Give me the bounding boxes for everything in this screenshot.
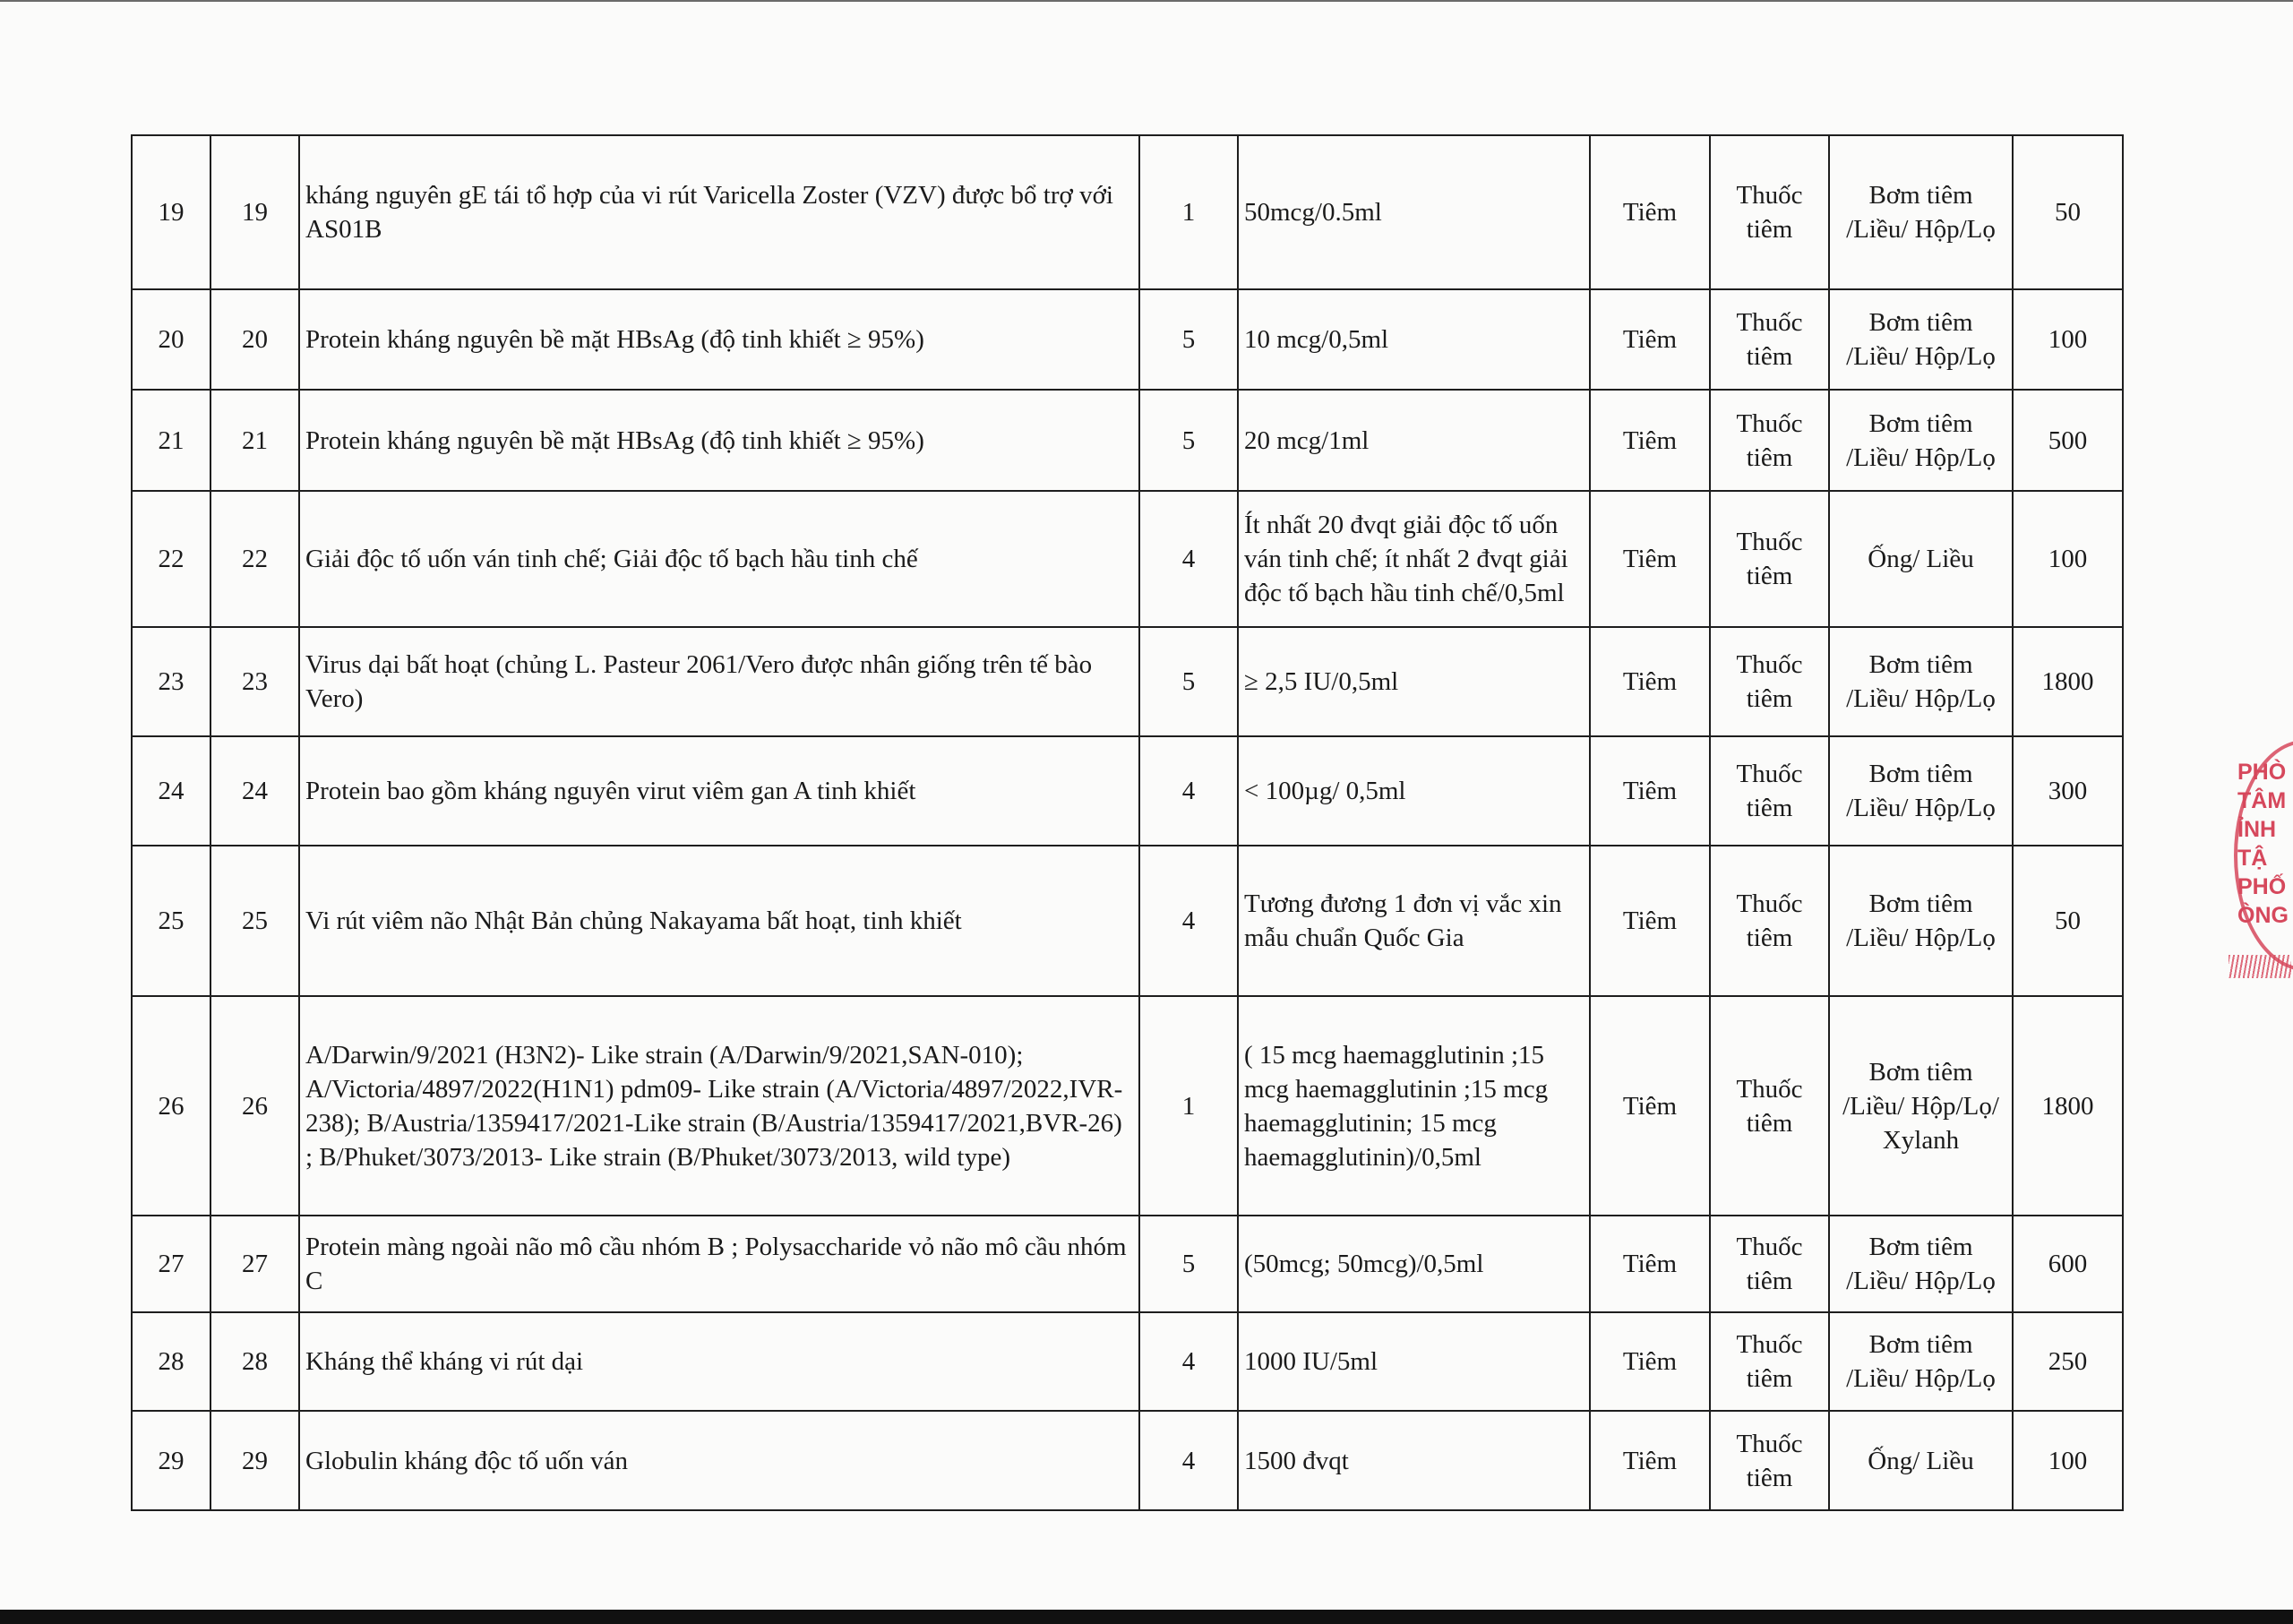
stamp-line: ỈNH TẬ xyxy=(2237,817,2277,871)
packaging-cell: Bơm tiêm /Liều/ Hộp/Lọ xyxy=(1829,846,2013,996)
route-cell: Tiêm xyxy=(1590,627,1710,736)
row-code-cell: 29 xyxy=(210,1411,299,1510)
ingredient-name-cell: Globulin kháng độc tố uốn ván xyxy=(299,1411,1139,1510)
scan-top-edge xyxy=(0,0,2293,2)
route-cell: Tiêm xyxy=(1590,846,1710,996)
dosage-form-cell: Thuốc tiêm xyxy=(1710,289,1829,390)
row-number-cell: 22 xyxy=(132,491,210,627)
ingredient-name-cell: Protein kháng nguyên bề mặt HBsAg (độ tinh khiết ≥ 95%) xyxy=(299,289,1139,390)
quantity-cell: 300 xyxy=(2013,736,2123,846)
table-row xyxy=(132,289,2123,390)
row-code-cell: 22 xyxy=(210,491,299,627)
concentration-cell: < 100µg/ 0,5ml xyxy=(1238,736,1590,846)
group-cell: 4 xyxy=(1139,736,1238,846)
quantity-cell: 250 xyxy=(2013,1312,2123,1411)
ingredient-name-cell: kháng nguyên gE tái tổ hợp của vi rút Varicella Zoster (VZV) được bổ trợ với AS01B xyxy=(299,135,1139,289)
scan-bottom-edge xyxy=(0,1610,2293,1624)
group-cell: 5 xyxy=(1139,390,1238,491)
quantity-cell: 50 xyxy=(2013,135,2123,289)
route-cell: Tiêm xyxy=(1590,289,1710,390)
packaging-cell: Bơm tiêm /Liều/ Hộp/Lọ xyxy=(1829,390,2013,491)
packaging-cell: Bơm tiêm /Liều/ Hộp/Lọ/ Xylanh xyxy=(1829,996,2013,1216)
concentration-cell: 1500 đvqt xyxy=(1238,1411,1590,1510)
quantity-cell: 100 xyxy=(2013,491,2123,627)
row-code-cell: 25 xyxy=(210,846,299,996)
table-row xyxy=(132,1411,2123,1510)
route-cell: Tiêm xyxy=(1590,390,1710,491)
stamp-line: TÂM xyxy=(2237,788,2287,813)
dosage-form-cell: Thuốc tiêm xyxy=(1710,1312,1829,1411)
row-code-cell: 23 xyxy=(210,627,299,736)
packaging-cell: Ống/ Liều xyxy=(1829,491,2013,627)
packaging-cell: Bơm tiêm /Liều/ Hộp/Lọ xyxy=(1829,627,2013,736)
table-row xyxy=(132,1312,2123,1411)
ingredient-name-cell: Giải độc tố uốn ván tinh chế; Giải độc tố bạch hầu tinh chế xyxy=(299,491,1139,627)
table-row xyxy=(132,627,2123,736)
group-cell: 1 xyxy=(1139,135,1238,289)
table-row xyxy=(132,846,2123,996)
concentration-cell: (50mcg; 50mcg)/0,5ml xyxy=(1238,1216,1590,1312)
route-cell: Tiêm xyxy=(1590,996,1710,1216)
red-seal-stamp xyxy=(2218,740,2293,982)
dosage-form-cell: Thuốc tiêm xyxy=(1710,491,1829,627)
ingredient-name-cell: Protein bao gồm kháng nguyên virut viêm gan A tinh khiết xyxy=(299,736,1139,846)
table-row xyxy=(132,491,2123,627)
dosage-form-cell: Thuốc tiêm xyxy=(1710,1216,1829,1312)
ingredient-name-cell: A/Darwin/9/2021 (H3N2)- Like strain (A/Darwin/9/2021,SAN-010); A/Victoria/4897/2022(H1N1) pdm09- Like strain (A/Victoria/4897/2022,IVR-238); B/Austria/1359417/2021-Like strain (B/Austria/1359417/2021,BVR-26) ; B/Phuket/3073/2013- Like strain (B/Phuket/3073/2013, wild type) xyxy=(299,996,1139,1216)
route-cell: Tiêm xyxy=(1590,736,1710,846)
row-code-cell: 20 xyxy=(210,289,299,390)
group-cell: 5 xyxy=(1139,627,1238,736)
route-cell: Tiêm xyxy=(1590,1216,1710,1312)
group-cell: 5 xyxy=(1139,289,1238,390)
row-code-cell: 19 xyxy=(210,135,299,289)
concentration-cell: ( 15 mcg haemagglutinin ;15 mcg haemagglutinin ;15 mcg haemagglutinin; 15 mcg haemagglutinin)/0,5ml xyxy=(1238,996,1590,1216)
table-row xyxy=(132,1216,2123,1312)
concentration-cell: Tương đương 1 đơn vị vắc xin mẫu chuẩn Quốc Gia xyxy=(1238,846,1590,996)
packaging-cell: Bơm tiêm /Liều/ Hộp/Lọ xyxy=(1829,1216,2013,1312)
stamp-line: PHÒ xyxy=(2237,760,2287,785)
group-cell: 4 xyxy=(1139,1312,1238,1411)
route-cell: Tiêm xyxy=(1590,1411,1710,1510)
row-code-cell: 28 xyxy=(210,1312,299,1411)
row-code-cell: 27 xyxy=(210,1216,299,1312)
dosage-form-cell: Thuốc tiêm xyxy=(1710,627,1829,736)
dosage-form-cell: Thuốc tiêm xyxy=(1710,390,1829,491)
quantity-cell: 600 xyxy=(2013,1216,2123,1312)
concentration-cell: 10 mcg/0,5ml xyxy=(1238,289,1590,390)
concentration-cell: 1000 IU/5ml xyxy=(1238,1312,1590,1411)
stamp-line: ÒNG xyxy=(2237,903,2289,928)
packaging-cell: Bơm tiêm /Liều/ Hộp/Lọ xyxy=(1829,1312,2013,1411)
group-cell: 1 xyxy=(1139,996,1238,1216)
ingredient-name-cell: Protein kháng nguyên bề mặt HBsAg (độ tinh khiết ≥ 95%) xyxy=(299,390,1139,491)
concentration-cell: ≥ 2,5 IU/0,5ml xyxy=(1238,627,1590,736)
table-row xyxy=(132,736,2123,846)
ingredient-name-cell: Vi rút viêm não Nhật Bản chủng Nakayama bất hoạt, tinh khiết xyxy=(299,846,1139,996)
group-cell: 5 xyxy=(1139,1216,1238,1312)
quantity-cell: 1800 xyxy=(2013,627,2123,736)
route-cell: Tiêm xyxy=(1590,135,1710,289)
route-cell: Tiêm xyxy=(1590,1312,1710,1411)
row-code-cell: 26 xyxy=(210,996,299,1216)
packaging-cell: Ống/ Liều xyxy=(1829,1411,2013,1510)
vaccine-table xyxy=(131,134,2124,1511)
ingredient-name-cell: Kháng thể kháng vi rút dại xyxy=(299,1312,1139,1411)
dosage-form-cell: Thuốc tiêm xyxy=(1710,996,1829,1216)
dosage-form-cell: Thuốc tiêm xyxy=(1710,846,1829,996)
table-row xyxy=(132,390,2123,491)
table-row xyxy=(132,996,2123,1216)
stamp-edge-marks xyxy=(2229,955,2291,978)
quantity-cell: 100 xyxy=(2013,1411,2123,1510)
row-number-cell: 25 xyxy=(132,846,210,996)
row-number-cell: 29 xyxy=(132,1411,210,1510)
row-number-cell: 23 xyxy=(132,627,210,736)
row-number-cell: 21 xyxy=(132,390,210,491)
packaging-cell: Bơm tiêm /Liều/ Hộp/Lọ xyxy=(1829,736,2013,846)
concentration-cell: 50mcg/0.5ml xyxy=(1238,135,1590,289)
group-cell: 4 xyxy=(1139,491,1238,627)
dosage-form-cell: Thuốc tiêm xyxy=(1710,1411,1829,1510)
quantity-cell: 50 xyxy=(2013,846,2123,996)
row-number-cell: 24 xyxy=(132,736,210,846)
group-cell: 4 xyxy=(1139,1411,1238,1510)
row-number-cell: 26 xyxy=(132,996,210,1216)
quantity-cell: 500 xyxy=(2013,390,2123,491)
ingredient-name-cell: Virus dại bất hoạt (chủng L. Pasteur 2061/Vero được nhân giống trên tế bào Vero) xyxy=(299,627,1139,736)
stamp-line: PHỐ xyxy=(2237,874,2287,899)
concentration-cell: 20 mcg/1ml xyxy=(1238,390,1590,491)
packaging-cell: Bơm tiêm /Liều/ Hộp/Lọ xyxy=(1829,289,2013,390)
packaging-cell: Bơm tiêm /Liều/ Hộp/Lọ xyxy=(1829,135,2013,289)
concentration-cell: Ít nhất 20 đvqt giải độc tố uốn ván tinh chế; ít nhất 2 đvqt giải độc tố bạch hầu tinh chế/0,5ml xyxy=(1238,491,1590,627)
table-body xyxy=(132,135,2123,1510)
row-number-cell: 19 xyxy=(132,135,210,289)
row-number-cell: 20 xyxy=(132,289,210,390)
quantity-cell: 100 xyxy=(2013,289,2123,390)
row-number-cell: 28 xyxy=(132,1312,210,1411)
dosage-form-cell: Thuốc tiêm xyxy=(1710,736,1829,846)
group-cell: 4 xyxy=(1139,846,1238,996)
stamp-text xyxy=(2237,758,2293,930)
row-number-cell: 27 xyxy=(132,1216,210,1312)
dosage-form-cell: Thuốc tiêm xyxy=(1710,135,1829,289)
quantity-cell: 1800 xyxy=(2013,996,2123,1216)
ingredient-name-cell: Protein màng ngoài não mô cầu nhóm B ; Polysaccharide vỏ não mô cầu nhóm C xyxy=(299,1216,1139,1312)
row-code-cell: 21 xyxy=(210,390,299,491)
table-row xyxy=(132,135,2123,289)
row-code-cell: 24 xyxy=(210,736,299,846)
route-cell: Tiêm xyxy=(1590,491,1710,627)
